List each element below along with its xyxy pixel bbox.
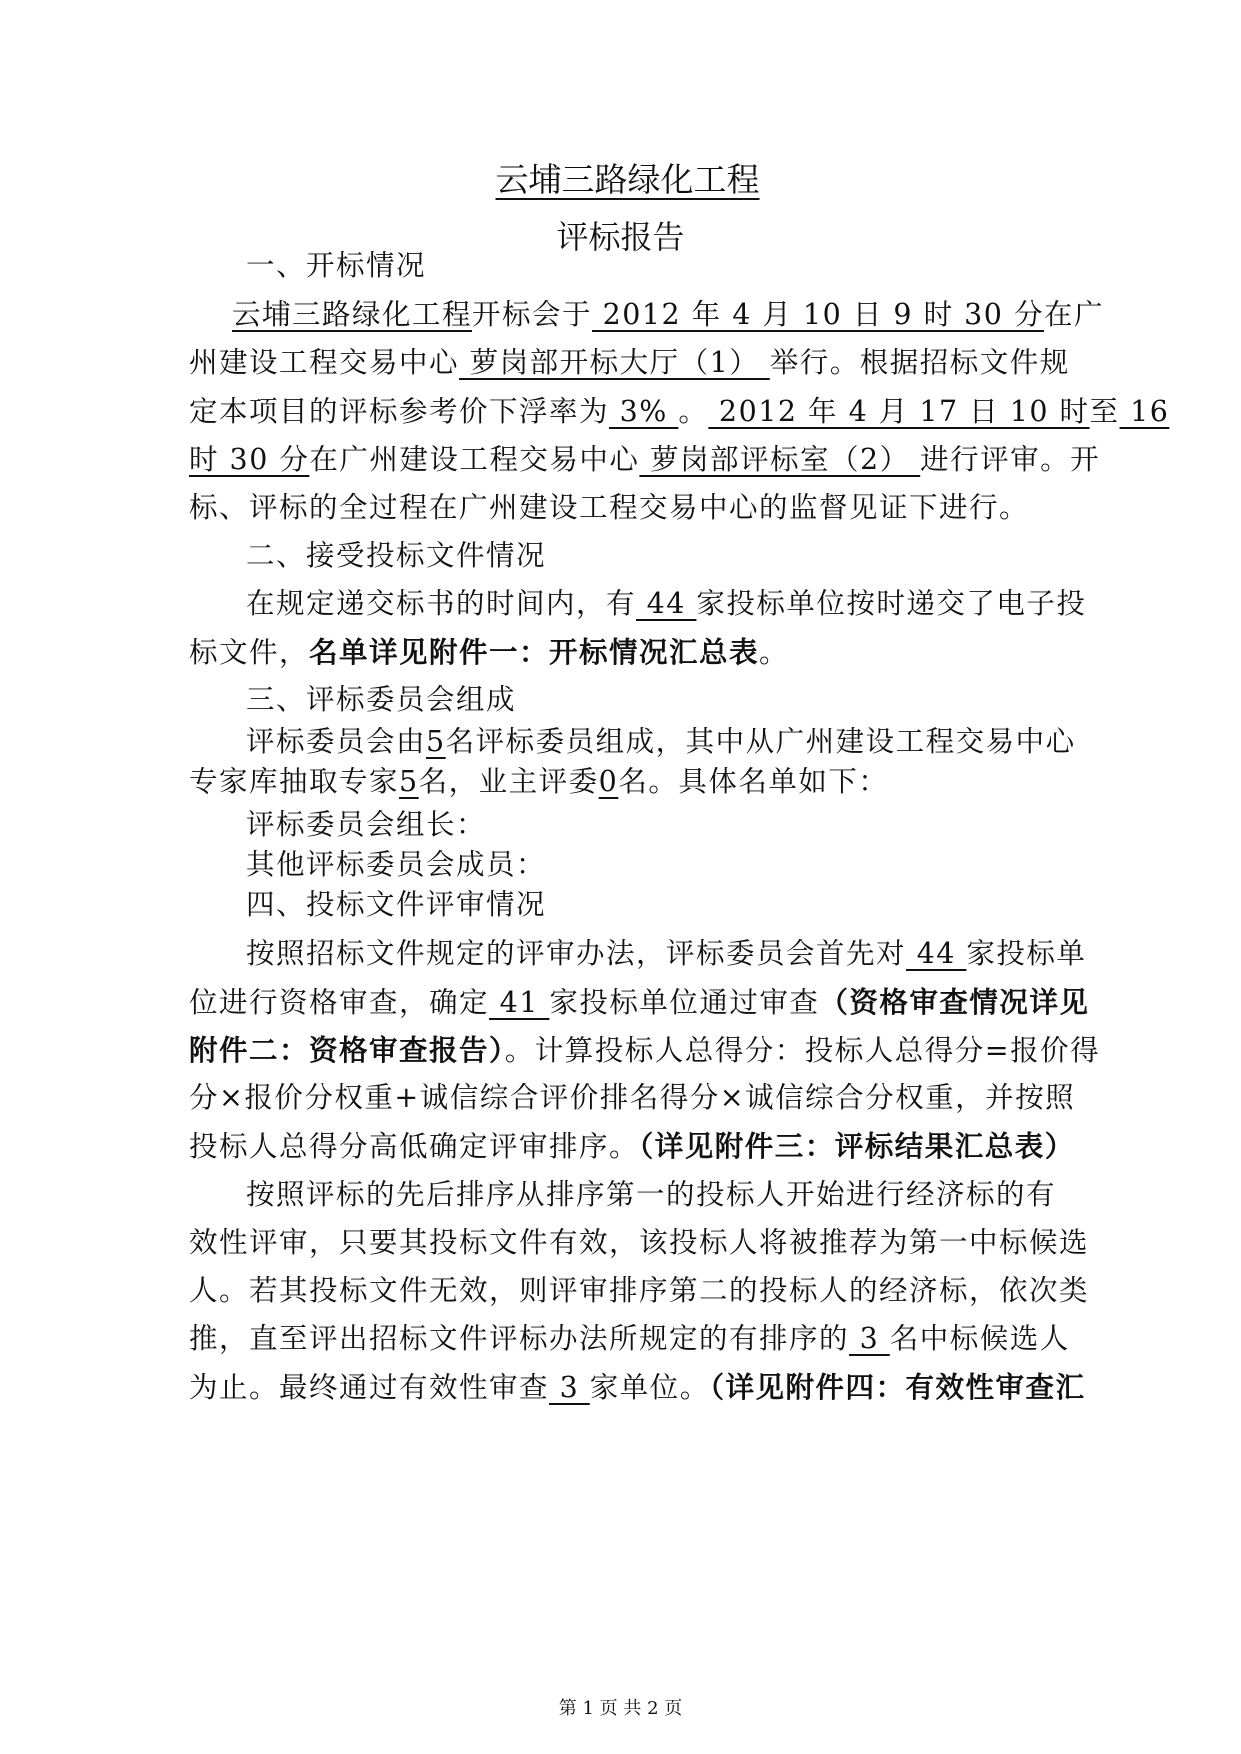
text: 名，业主评委	[418, 765, 599, 798]
text: 在规定递交标书的时间内，有	[246, 587, 637, 620]
s3-line-2	[189, 762, 1069, 802]
s4-p2-line-4	[189, 1319, 1069, 1359]
text: 推，直至评出招标文件评标办法所规定的有排序的	[189, 1322, 850, 1355]
attachment-3-ref: （详见附件三：评标结果汇总表）	[639, 1129, 1075, 1163]
attachment-2-ref-cont: 附件二：资格审查报告）	[189, 1033, 505, 1067]
text: 为止。最终通过有效性审查	[189, 1371, 550, 1404]
text: 名评标委员组成，其中从广州建设工程交易中心	[445, 725, 1076, 758]
committee-members-line: 其他评标委员会成员：	[246, 848, 547, 881]
s3-line-1	[246, 722, 1126, 762]
s4-p2-line-1: 按照评标的先后排序从排序第一的投标人开始进行经济标的有	[246, 1178, 1057, 1211]
s4-p2-line-3: 人。若其投标文件无效，则评审排序第二的投标人的经济标，依次类	[189, 1274, 1090, 1307]
rate-blank: 3%	[609, 395, 679, 428]
s1-line-2	[189, 343, 1069, 383]
s4-line-1	[246, 934, 1126, 974]
text: 举行。根据招标文件规	[769, 346, 1070, 379]
text: 家单位。	[589, 1371, 710, 1404]
text: 名。具体名单如下：	[618, 765, 889, 798]
text: 至	[1089, 395, 1120, 428]
candidates-blank: 3	[849, 1322, 890, 1355]
project-name-blank: 云埔三路绿化工程	[232, 298, 473, 331]
s4-line-3	[189, 1030, 1101, 1071]
eval-time-end-blank-2: 时 30 分	[189, 443, 310, 476]
valid-units-blank: 3	[549, 1371, 590, 1404]
text: 投标人总得分高低确定评审排序。	[189, 1130, 640, 1163]
qualified-blank: 41	[489, 986, 550, 1019]
eval-place-blank: 萝岗部评标室（2）	[639, 443, 921, 476]
attachment-4-ref: （详见附件四：有效性审查汇	[709, 1370, 1086, 1404]
text: 州建设工程交易中心	[189, 346, 460, 379]
s4-p2-line-2: 效性评审，只要其投标文件有效，该投标人将被推荐为第一中标候选	[189, 1226, 1090, 1259]
text: 家投标单	[966, 937, 1087, 970]
bidders-blank: 44	[906, 937, 967, 970]
owner-blank: 0	[598, 765, 619, 798]
members-blank: 5	[426, 725, 446, 758]
text: 标文件，	[189, 636, 310, 669]
section-1-heading: 一、开标情况	[246, 249, 427, 282]
s4-line-4: 分×报价分权重+诚信综合评价排名得分×诚信综合分权重，并按照	[189, 1081, 1076, 1114]
s1-line-4	[189, 440, 1101, 480]
bidder-count-blank: 44	[636, 587, 697, 620]
eval-time-end-blank: 16	[1119, 395, 1170, 428]
text: 家投标单位通过审查	[549, 986, 820, 1019]
eval-time-blank: 2012 年 4 月 17 日 10 时	[708, 395, 1090, 428]
page-footer: 第 1 页 共 2 页	[558, 1698, 683, 1719]
s1-line-3	[189, 392, 1170, 432]
text: 进行评审。开	[920, 443, 1101, 476]
text: 。	[759, 636, 790, 669]
section-4-heading: 四、投标文件评审情况	[246, 888, 547, 921]
s2-line-2	[189, 632, 1069, 673]
text: 。	[678, 395, 709, 428]
open-place-blank: 萝岗部开标大厅（1）	[459, 346, 770, 379]
document-title	[0, 158, 1241, 202]
text: 。计算投标人总得分：投标人总得分=报价得	[504, 1034, 1101, 1067]
text: 在广	[1043, 298, 1104, 331]
section-2-heading: 二、接受投标文件情况	[246, 539, 547, 572]
committee-leader-line: 评标委员会组长：	[246, 808, 487, 841]
text: 按照招标文件规定的评审办法，评标委员会首先对	[246, 937, 907, 970]
s1-line-5: 标、评标的全过程在广州建设工程交易中心的监督见证下进行。	[189, 491, 1030, 524]
s1-line-1	[232, 295, 1112, 335]
text: 定本项目的评标参考价下浮率为	[189, 395, 610, 428]
attachment-1-ref: 名单详见附件一：开标情况汇总表	[309, 635, 760, 669]
text: 专家库抽取专家	[189, 765, 400, 798]
text: 家投标单位按时递交了电子投	[696, 587, 1087, 620]
attachment-2-ref: （资格审查情况详见	[819, 985, 1090, 1019]
project-title-underlined: 云埔三路绿化工程	[495, 160, 760, 199]
open-time-blank: 2012 年 4 月 10 日 9 时 30 分	[592, 298, 1044, 331]
document-subtitle: 评标报告	[556, 218, 685, 256]
s4-p2-line-5	[189, 1367, 1086, 1408]
text: 位进行资格审查，确定	[189, 986, 490, 1019]
section-3-heading: 三、评标委员会组成	[246, 683, 517, 716]
s4-line-5	[189, 1126, 1075, 1167]
experts-blank: 5	[399, 765, 419, 798]
text: 开标会于	[472, 298, 593, 331]
text: 名中标候选人	[889, 1322, 1070, 1355]
s4-line-2	[189, 982, 1090, 1023]
s2-line-1	[246, 584, 1126, 624]
text: 评标委员会由	[246, 725, 427, 758]
text: 在广州建设工程交易中心	[309, 443, 640, 476]
